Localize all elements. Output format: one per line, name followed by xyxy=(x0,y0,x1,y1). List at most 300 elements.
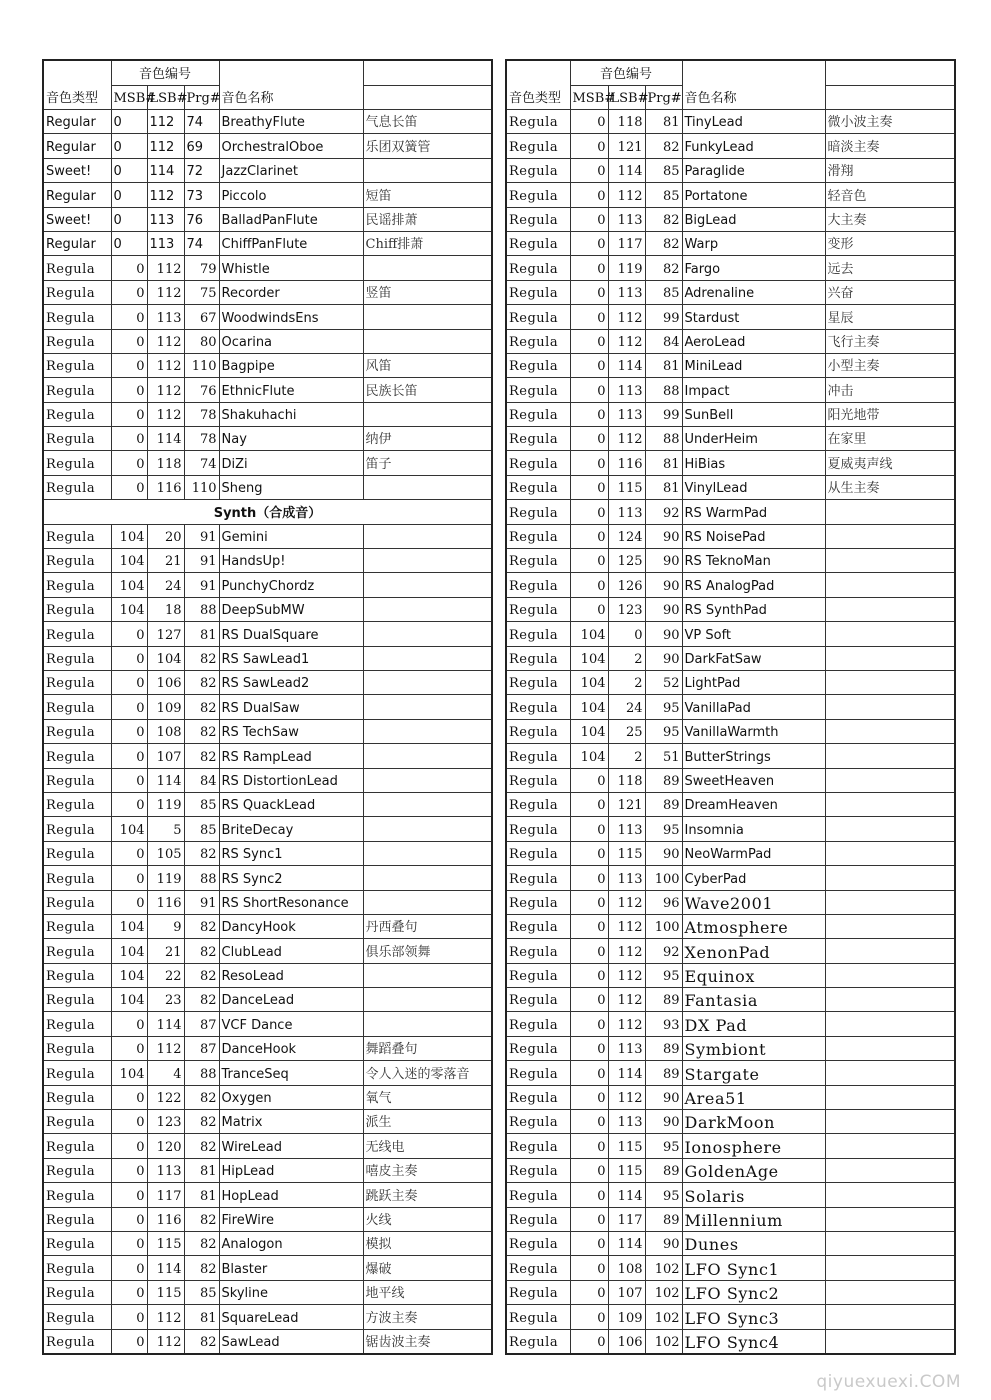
lsb-cell: 119 xyxy=(147,792,184,816)
prg-cell: 82 xyxy=(184,670,219,694)
voice-row xyxy=(506,768,955,792)
voice-row xyxy=(43,256,492,280)
voice-name-cell: DancyHook xyxy=(219,914,363,938)
lsb-cell: 116 xyxy=(147,1207,184,1231)
voice-type-cell: Regula xyxy=(43,475,111,499)
chinese-name-cell: 俱乐部领舞 xyxy=(363,939,492,963)
voice-name-cell: Wave2001 xyxy=(682,890,825,914)
msb-cell: 0 xyxy=(111,768,147,792)
chinese-name-cell: 地平线 xyxy=(363,1280,492,1304)
voice-row xyxy=(506,1183,955,1207)
lsb-cell: 114 xyxy=(608,1061,645,1085)
prg-cell: 81 xyxy=(645,475,682,499)
msb-cell: 104 xyxy=(111,817,147,841)
chinese-name-cell xyxy=(363,158,492,182)
msb-cell: 0 xyxy=(570,792,608,816)
lsb-cell: 112 xyxy=(608,1012,645,1036)
voice-name-cell: Bagpipe xyxy=(219,353,363,377)
voice-row xyxy=(506,1036,955,1060)
msb-cell: 0 xyxy=(111,646,147,670)
voice-row xyxy=(43,1231,492,1255)
msb-cell: 0 xyxy=(570,914,608,938)
voice-type-cell: Regula xyxy=(43,768,111,792)
chinese-name-cell: 嘻皮主奏 xyxy=(363,1158,492,1182)
lsb-cell: 123 xyxy=(608,597,645,621)
prg-cell: 95 xyxy=(645,695,682,719)
lsb-cell: 112 xyxy=(608,427,645,451)
voice-name-cell: Piccolo xyxy=(219,183,363,207)
voice-row xyxy=(506,475,955,499)
msb-cell: 0 xyxy=(111,378,147,402)
msb-cell: 0 xyxy=(570,475,608,499)
voice-name-cell: HipLead xyxy=(219,1158,363,1182)
voice-row xyxy=(506,1061,955,1085)
chinese-name-cell xyxy=(363,305,492,329)
msb-cell: 0 xyxy=(570,1280,608,1304)
msb-cell: 0 xyxy=(111,1231,147,1255)
lsb-cell: 113 xyxy=(608,402,645,426)
prg-cell: 95 xyxy=(645,817,682,841)
chinese-name-cell xyxy=(825,841,955,865)
voice-row xyxy=(43,1110,492,1134)
header-voice-number: 音色编号 xyxy=(111,60,219,86)
chinese-name-cell xyxy=(825,524,955,548)
msb-cell: 0 xyxy=(111,134,147,158)
prg-cell: 82 xyxy=(184,963,219,987)
lsb-cell: 116 xyxy=(147,890,184,914)
lsb-cell: 113 xyxy=(608,817,645,841)
voice-type-cell: Regula xyxy=(506,402,570,426)
voice-type-cell: Regular xyxy=(43,110,111,134)
voice-type-cell: Regula xyxy=(506,866,570,890)
lsb-cell: 2 xyxy=(608,670,645,694)
chinese-name-cell xyxy=(825,744,955,768)
msb-cell: 0 xyxy=(570,524,608,548)
voice-name-cell: Recorder xyxy=(219,280,363,304)
voice-type-cell: Regula xyxy=(43,890,111,914)
lsb-cell: 107 xyxy=(147,744,184,768)
voice-name-cell: LFO Sync1 xyxy=(682,1256,825,1280)
voice-row xyxy=(506,744,955,768)
lsb-cell: 109 xyxy=(608,1305,645,1329)
chinese-name-cell xyxy=(363,573,492,597)
prg-cell: 81 xyxy=(184,622,219,646)
chinese-name-cell xyxy=(363,988,492,1012)
voice-row xyxy=(43,1329,492,1354)
msb-cell: 0 xyxy=(570,451,608,475)
voice-name-cell: DarkMoon xyxy=(682,1110,825,1134)
lsb-cell: 112 xyxy=(608,914,645,938)
prg-cell: 91 xyxy=(184,890,219,914)
prg-cell: 76 xyxy=(184,207,219,231)
prg-cell: 85 xyxy=(184,1280,219,1304)
voice-type-cell: Regula xyxy=(506,158,570,182)
prg-cell: 82 xyxy=(645,134,682,158)
voice-name-cell: VanillaPad xyxy=(682,695,825,719)
msb-cell: 0 xyxy=(570,1085,608,1109)
lsb-cell: 112 xyxy=(608,963,645,987)
msb-cell: 104 xyxy=(570,744,608,768)
voice-type-cell: Regula xyxy=(506,1061,570,1085)
voice-name-cell: Insomnia xyxy=(682,817,825,841)
voice-name-cell: Ionosphere xyxy=(682,1134,825,1158)
msb-cell: 104 xyxy=(111,549,147,573)
lsb-cell: 112 xyxy=(608,305,645,329)
msb-cell: 0 xyxy=(570,841,608,865)
chinese-name-cell xyxy=(363,597,492,621)
prg-cell: 82 xyxy=(184,719,219,743)
voice-name-cell: DiZi xyxy=(219,451,363,475)
header-voice-type: 音色类型 xyxy=(43,60,111,110)
voice-type-cell: Regula xyxy=(506,1280,570,1304)
voice-type-cell: Regula xyxy=(506,305,570,329)
lsb-cell: 118 xyxy=(608,768,645,792)
chinese-name-cell xyxy=(363,549,492,573)
msb-cell: 104 xyxy=(111,939,147,963)
voice-row xyxy=(43,207,492,231)
voice-name-cell: Matrix xyxy=(219,1110,363,1134)
voice-row xyxy=(43,988,492,1012)
prg-cell: 82 xyxy=(645,256,682,280)
voice-type-cell: Regula xyxy=(43,524,111,548)
voice-row xyxy=(43,427,492,451)
prg-cell: 51 xyxy=(645,744,682,768)
section-title: Synth（合成音） xyxy=(43,500,492,524)
msb-cell: 0 xyxy=(570,207,608,231)
chinese-name-cell: 锯齿波主奏 xyxy=(363,1329,492,1354)
voice-type-cell: Regula xyxy=(506,329,570,353)
chinese-name-cell: 跳跃主奏 xyxy=(363,1183,492,1207)
prg-cell: 82 xyxy=(184,1085,219,1109)
prg-cell: 92 xyxy=(645,500,682,524)
msb-cell: 0 xyxy=(570,963,608,987)
msb-cell: 0 xyxy=(570,1036,608,1060)
voice-name-cell: RS AnalogPad xyxy=(682,573,825,597)
prg-cell: 82 xyxy=(184,1256,219,1280)
lsb-cell: 108 xyxy=(147,719,184,743)
lsb-cell: 112 xyxy=(147,256,184,280)
voice-row xyxy=(43,183,492,207)
msb-cell: 0 xyxy=(111,1305,147,1329)
voice-type-cell: Regula xyxy=(506,768,570,792)
chinese-name-cell xyxy=(825,1158,955,1182)
chinese-name-cell: 滑翔 xyxy=(825,158,955,182)
voice-row xyxy=(506,1207,955,1231)
lsb-cell: 109 xyxy=(147,695,184,719)
chinese-name-cell xyxy=(363,817,492,841)
voice-row xyxy=(506,451,955,475)
msb-cell: 0 xyxy=(570,305,608,329)
header-blank-cell xyxy=(363,60,492,86)
chinese-name-cell xyxy=(825,1012,955,1036)
msb-cell: 0 xyxy=(111,110,147,134)
prg-cell: 82 xyxy=(184,1329,219,1354)
prg-cell: 102 xyxy=(645,1305,682,1329)
voice-name-cell: JazzClarinet xyxy=(219,158,363,182)
section-header-row xyxy=(43,500,492,524)
lsb-cell: 112 xyxy=(147,329,184,353)
prg-cell: 81 xyxy=(184,1305,219,1329)
prg-cell: 72 xyxy=(184,158,219,182)
msb-cell: 0 xyxy=(570,866,608,890)
voice-type-cell: Regula xyxy=(506,573,570,597)
prg-cell: 110 xyxy=(184,353,219,377)
voice-type-cell: Regula xyxy=(43,1110,111,1134)
lsb-cell: 113 xyxy=(608,866,645,890)
voice-type-cell: Regula xyxy=(506,353,570,377)
chinese-name-cell: 飞行主奏 xyxy=(825,329,955,353)
lsb-cell: 116 xyxy=(608,451,645,475)
chinese-name-cell: 令人入迷的零落音 xyxy=(363,1061,492,1085)
prg-cell: 74 xyxy=(184,110,219,134)
prg-cell: 82 xyxy=(184,1231,219,1255)
voice-type-cell: Regula xyxy=(506,280,570,304)
voice-name-cell: RS NoisePad xyxy=(682,524,825,548)
voice-row xyxy=(506,524,955,548)
chinese-name-cell: 从生主奏 xyxy=(825,475,955,499)
lsb-cell: 4 xyxy=(147,1061,184,1085)
watermark: qiyuexuexi.COM xyxy=(816,1372,961,1392)
msb-cell: 0 xyxy=(570,1207,608,1231)
prg-cell: 93 xyxy=(645,1012,682,1036)
header-msb: MSB# xyxy=(111,86,147,110)
prg-cell: 82 xyxy=(645,207,682,231)
chinese-name-cell: 小型主奏 xyxy=(825,353,955,377)
chinese-name-cell xyxy=(825,1329,955,1354)
prg-cell: 67 xyxy=(184,305,219,329)
voice-name-cell: PunchyChordz xyxy=(219,573,363,597)
voice-name-cell: HiBias xyxy=(682,451,825,475)
voice-row xyxy=(43,475,492,499)
voice-type-cell: Regula xyxy=(43,1305,111,1329)
chinese-name-cell: 模拟 xyxy=(363,1231,492,1255)
prg-cell: 76 xyxy=(184,378,219,402)
lsb-cell: 112 xyxy=(147,378,184,402)
voice-name-cell: Sheng xyxy=(219,475,363,499)
voice-name-cell: RS DualSquare xyxy=(219,622,363,646)
chinese-name-cell: 暗淡主奏 xyxy=(825,134,955,158)
chinese-name-cell xyxy=(363,329,492,353)
msb-cell: 0 xyxy=(111,1158,147,1182)
voice-type-cell: Regula xyxy=(43,1329,111,1354)
voice-name-cell: HandsUp! xyxy=(219,549,363,573)
voice-type-cell: Regula xyxy=(43,256,111,280)
voice-type-cell: Regula xyxy=(506,524,570,548)
chinese-name-cell xyxy=(825,1036,955,1060)
voice-name-cell: RS TeknoMan xyxy=(682,549,825,573)
prg-cell: 84 xyxy=(645,329,682,353)
msb-cell: 104 xyxy=(111,963,147,987)
voice-name-cell: ChiffPanFlute xyxy=(219,231,363,255)
voice-row xyxy=(43,768,492,792)
lsb-cell: 18 xyxy=(147,597,184,621)
voice-type-cell: Regula xyxy=(506,939,570,963)
prg-cell: 91 xyxy=(184,573,219,597)
chinese-name-cell xyxy=(825,646,955,670)
voice-type-cell: Regula xyxy=(43,792,111,816)
chinese-name-cell xyxy=(363,1012,492,1036)
lsb-cell: 113 xyxy=(147,1158,184,1182)
voice-type-cell: Regula xyxy=(43,1012,111,1036)
voice-name-cell: Skyline xyxy=(219,1280,363,1304)
prg-cell: 88 xyxy=(645,427,682,451)
chinese-name-cell: 乐团双簧管 xyxy=(363,134,492,158)
voice-row xyxy=(506,841,955,865)
msb-cell: 0 xyxy=(111,158,147,182)
msb-cell: 0 xyxy=(570,110,608,134)
chinese-name-cell: 大主奏 xyxy=(825,207,955,231)
voice-type-cell: Regula xyxy=(43,1256,111,1280)
voice-row xyxy=(506,183,955,207)
header-msb: MSB# xyxy=(570,86,608,110)
voice-type-cell: Regula xyxy=(506,695,570,719)
prg-cell: 87 xyxy=(184,1036,219,1060)
msb-cell: 104 xyxy=(570,695,608,719)
voice-row xyxy=(506,1158,955,1182)
lsb-cell: 126 xyxy=(608,573,645,597)
prg-cell: 81 xyxy=(184,1183,219,1207)
voice-row xyxy=(43,280,492,304)
voice-name-cell: RS SawLead2 xyxy=(219,670,363,694)
lsb-cell: 112 xyxy=(147,1305,184,1329)
prg-cell: 90 xyxy=(645,1110,682,1134)
msb-cell: 0 xyxy=(570,1061,608,1085)
lsb-cell: 21 xyxy=(147,939,184,963)
prg-cell: 99 xyxy=(645,402,682,426)
voice-type-cell: Regula xyxy=(506,597,570,621)
voice-name-cell: Portatone xyxy=(682,183,825,207)
voice-name-cell: Fantasia xyxy=(682,988,825,1012)
header-lsb: LSB# xyxy=(147,86,184,110)
header-voice-name: 音色名称 xyxy=(682,60,825,110)
voice-row xyxy=(506,378,955,402)
chinese-name-cell: 变形 xyxy=(825,231,955,255)
voice-type-cell: Regula xyxy=(506,1134,570,1158)
voice-type-cell: Regula xyxy=(506,1256,570,1280)
prg-cell: 89 xyxy=(645,1207,682,1231)
voice-name-cell: FunkyLead xyxy=(682,134,825,158)
chinese-name-cell xyxy=(363,695,492,719)
voice-name-cell: Dunes xyxy=(682,1231,825,1255)
chinese-name-cell: 无线电 xyxy=(363,1134,492,1158)
prg-cell: 89 xyxy=(645,768,682,792)
voice-type-cell: Regula xyxy=(506,963,570,987)
prg-cell: 90 xyxy=(645,524,682,548)
voice-type-cell: Regula xyxy=(506,231,570,255)
msb-cell: 0 xyxy=(570,817,608,841)
voice-table-right xyxy=(505,59,956,1355)
voice-type-cell: Regula xyxy=(506,451,570,475)
lsb-cell: 5 xyxy=(147,817,184,841)
header-voice-number: 音色编号 xyxy=(570,60,682,86)
msb-cell: 104 xyxy=(570,670,608,694)
voice-type-cell: Regula xyxy=(506,427,570,451)
msb-cell: 0 xyxy=(570,1134,608,1158)
prg-cell: 69 xyxy=(184,134,219,158)
voice-row xyxy=(506,256,955,280)
lsb-cell: 21 xyxy=(147,549,184,573)
msb-cell: 104 xyxy=(111,914,147,938)
prg-cell: 89 xyxy=(645,1158,682,1182)
voice-row xyxy=(43,1305,492,1329)
chinese-name-cell xyxy=(825,695,955,719)
voice-name-cell: EthnicFlute xyxy=(219,378,363,402)
chinese-name-cell: 舞蹈叠句 xyxy=(363,1036,492,1060)
chinese-name-cell xyxy=(825,1061,955,1085)
lsb-cell: 114 xyxy=(147,768,184,792)
voice-row xyxy=(43,744,492,768)
msb-cell: 0 xyxy=(111,402,147,426)
prg-cell: 82 xyxy=(645,231,682,255)
voice-name-cell: Oxygen xyxy=(219,1085,363,1109)
chinese-name-cell xyxy=(825,1085,955,1109)
msb-cell: 0 xyxy=(111,1256,147,1280)
msb-cell: 0 xyxy=(111,1036,147,1060)
lsb-cell: 115 xyxy=(147,1280,184,1304)
voice-name-cell: ResoLead xyxy=(219,963,363,987)
voice-name-cell: RS DistortionLead xyxy=(219,768,363,792)
voice-row xyxy=(506,719,955,743)
msb-cell: 0 xyxy=(111,427,147,451)
msb-cell: 0 xyxy=(570,1158,608,1182)
chinese-name-cell xyxy=(825,670,955,694)
chinese-name-cell xyxy=(825,866,955,890)
voice-type-cell: Regula xyxy=(43,988,111,1012)
chinese-name-cell xyxy=(363,524,492,548)
header-voice-name: 音色名称 xyxy=(219,60,363,110)
chinese-name-cell xyxy=(825,622,955,646)
voice-name-cell: TranceSeq xyxy=(219,1061,363,1085)
voice-row xyxy=(43,524,492,548)
voice-type-cell: Regula xyxy=(43,695,111,719)
voice-row xyxy=(506,207,955,231)
lsb-cell: 20 xyxy=(147,524,184,548)
voice-row xyxy=(506,622,955,646)
msb-cell: 0 xyxy=(570,768,608,792)
msb-cell: 0 xyxy=(570,353,608,377)
voice-type-cell: Regula xyxy=(43,866,111,890)
prg-cell: 82 xyxy=(184,646,219,670)
voice-type-cell: Regula xyxy=(506,792,570,816)
voice-row xyxy=(506,1231,955,1255)
prg-cell: 82 xyxy=(184,1134,219,1158)
msb-cell: 0 xyxy=(570,231,608,255)
voice-table-right-body xyxy=(506,60,955,1354)
chinese-name-cell xyxy=(825,719,955,743)
lsb-cell: 112 xyxy=(608,1085,645,1109)
voice-type-cell: Regula xyxy=(43,719,111,743)
lsb-cell: 115 xyxy=(608,1134,645,1158)
voice-type-cell: Regula xyxy=(506,890,570,914)
voice-name-cell: RS ShortResonance xyxy=(219,890,363,914)
msb-cell: 0 xyxy=(111,719,147,743)
voice-type-cell: Regula xyxy=(506,256,570,280)
voice-name-cell: Warp xyxy=(682,231,825,255)
voice-type-cell: Regula xyxy=(506,1036,570,1060)
voice-row xyxy=(43,1207,492,1231)
chinese-name-cell xyxy=(825,1207,955,1231)
voice-row xyxy=(506,1305,955,1329)
chinese-name-cell xyxy=(825,890,955,914)
voice-row xyxy=(43,231,492,255)
chinese-name-cell: 民谣排萧 xyxy=(363,207,492,231)
voice-type-cell: Sweet! xyxy=(43,207,111,231)
voice-row xyxy=(43,646,492,670)
chinese-name-cell: 短笛 xyxy=(363,183,492,207)
msb-cell: 0 xyxy=(111,231,147,255)
voice-row xyxy=(43,841,492,865)
msb-cell: 0 xyxy=(111,1280,147,1304)
